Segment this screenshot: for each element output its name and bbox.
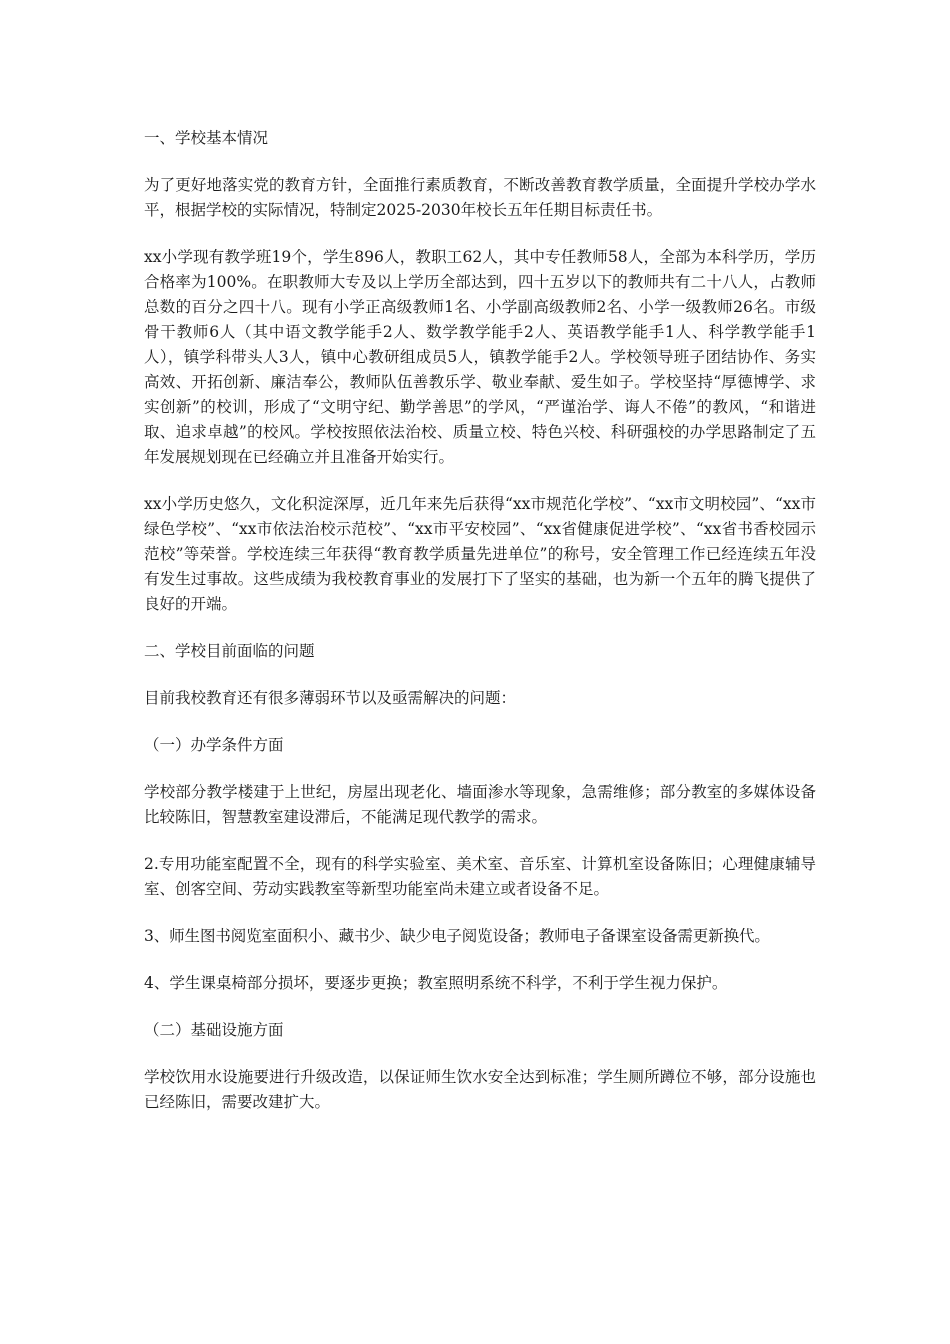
function-rooms-paragraph: 2.专用功能室配置不全，现有的科学实验室、美术室、音乐室、计算机室设备陈旧；心理健康辅导室、创客空间、劳动实践教室等新型功能室尚未建立或者设备不足。 (144, 855, 816, 898)
buildings-paragraph: 学校部分教学楼建于上世纪，房屋出现老化、墙面渗水等现象，急需维修；部分教室的多媒体设备比较陈旧，智慧教室建设滞后，不能满足现代教学的需求。 (144, 783, 816, 826)
subsection-heading-1: （一）办学条件方面 (144, 736, 284, 754)
section-heading-1: 一、学校基本情况 (144, 129, 269, 147)
document-body (144, 126, 816, 1137)
subsection-heading-2: （二）基础设施方面 (144, 1021, 284, 1039)
desks-paragraph: 4、学生课桌椅部分损坏，要逐步更换；教室照明系统不科学，不利于学生视力保护。 (144, 974, 728, 992)
school-staff-paragraph: xx小学现有教学班19个，学生896人，教职工62人，其中专任教师58人，全部为本科学历，学历合格率为100%。在职教师大专及以上学历全部达到，四十五岁以下的教师共有二十八人，占教师总数的百分之四十八。现有小学正高级教师1名、小学副高级教师2名、小学一级教师26名。市级骨干教师6人（其中语文教学能手2人、数学教学能手2人、英语教学能手1人、科学教学能手1人），镇学科带头人3人，镇中心教研组成员5人，镇教学能手2人。学校领导班子团结协作、务实高效、开拓创新、廉洁奉公，教师队伍善教乐学、敬业奉献、爱生如子。学校坚持“厚德博学、求实创新”的校训，形成了“文明守纪、勤学善思”的学风，“严谨治学、诲人不倦”的教风，“和谐进取、追求卓越”的校风。学校按照依法治校、质量立校、特色兴校、科研强校的办学思路制定了五年发展规划现在已经确立并且准备开始实行。 (144, 248, 816, 466)
section-heading-2: 二、学校目前面临的问题 (144, 642, 315, 660)
infrastructure-paragraph: 学校饮用水设施要进行升级改造，以保证师生饮水安全达到标准；学生厕所蹲位不够，部分设施也已经陈旧，需要改建扩大。 (144, 1068, 816, 1111)
school-honors-paragraph: xx小学历史悠久，文化积淀深厚，近几年来先后获得“xx市规范化学校”、“xx市文明校园”、“xx市绿色学校”、“xx市依法治校示范校”、“xx市平安校园”、“xx省健康促进学校”、“xx省书香校园示范校”等荣誉。学校连续三年获得“教育教学质量先进单位”的称号，安全管理工作已经连续五年没有发生过事故。这些成绩为我校教育事业的发展打下了坚实的基础，也为新一个五年的腾飞提供了良好的开端。 (144, 495, 816, 613)
problems-intro-paragraph: 目前我校教育还有很多薄弱环节以及亟需解决的问题： (144, 689, 517, 707)
library-paragraph: 3、师生图书阅览室面积小、藏书少、缺少电子阅览设备；教师电子备课室设备需更新换代。 (144, 927, 770, 945)
intro-paragraph: 为了更好地落实党的教育方针，全面推行素质教育，不断改善教育教学质量，全面提升学校办学水平，根据学校的实际情况，特制定2025-2030年校长五年任期目标责任书。 (144, 176, 816, 219)
